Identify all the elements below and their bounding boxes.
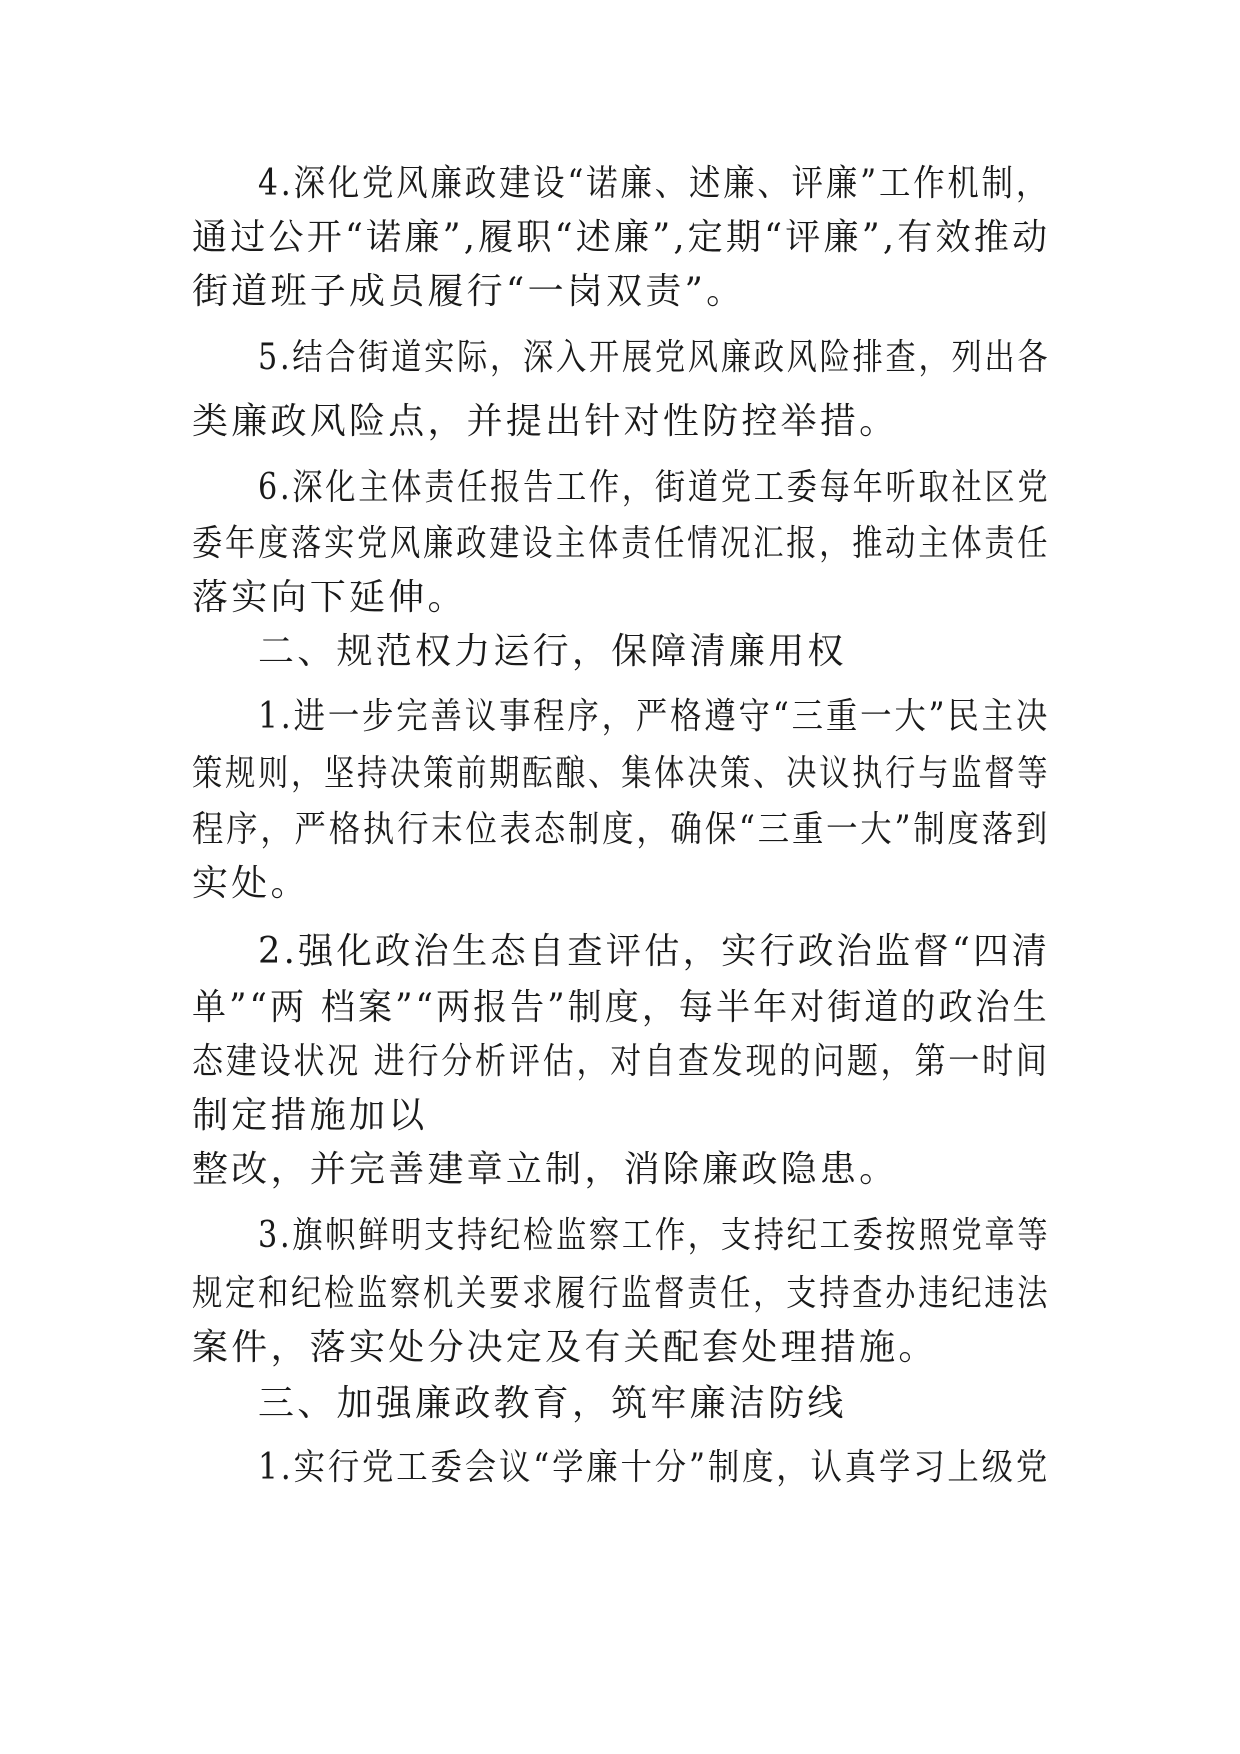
section-2-item-2-line-3: 态建设状况 进行分析评估，对自查发现的问题，第一时间 [192,1041,1050,1082]
section-2-item-2-line-1: 2.强化政治生态自查评估，实行政治监督“四清 [258,931,1051,972]
paragraph-6-line-1: 6.深化主体责任报告工作，街道党工委每年听取社区党 [258,467,1051,508]
paragraph-4-line-3: 街道班子成员履行“一岗双责”。 [192,271,746,312]
section-3-item-1-line-1: 1.实行党工委会议“学廉十分”制度，认真学习上级党 [258,1447,1051,1488]
paragraph-6-line-2: 委年度落实党风廉政建设主体责任情况汇报，推动主体责任 [192,523,1051,564]
section-2-item-2-line-4: 制定措施加以 [192,1095,428,1136]
paragraph-4-line-1: 4.深化党风廉政建设“诺廉、述廉、评廉”工作机制， [258,163,1051,204]
paragraph-4-line-2: 通过公开“诺廉”,履职“述廉”,定期“评廉”,有效推动 [192,217,1051,258]
section-2-item-3-line-1: 3.旗帜鲜明支持纪检监察工作，支持纪工委按照党章等 [258,1215,1051,1256]
section-2-item-2-line-5: 整改，并完善建章立制，消除廉政隐患。 [192,1149,899,1190]
section-2-item-3-line-2: 规定和纪检监察机关要求履行监督责任，支持查办违纪违法 [192,1273,1051,1314]
section-2-item-1-line-2: 策规则，坚持决策前期酝酿、集体决策、决议执行与监督等 [192,753,1051,794]
section-2-item-1-line-3: 程序，严格执行末位表态制度，确保“三重一大”制度落到 [192,809,1051,850]
section-heading-3: 三、加强廉政教育，筑牢廉洁防线 [258,1383,847,1424]
section-2-item-1-line-1: 1.进一步完善议事程序，严格遵守“三重一大”民主决 [258,696,1051,737]
section-2-item-1-line-4: 实处。 [192,863,310,904]
section-2-item-2-line-2: 单”“两 档案”“两报告”制度，每半年对街道的政治生 [192,987,1050,1028]
section-2-item-3-line-3: 案件，落实处分决定及有关配套处理措施。 [192,1327,938,1368]
paragraph-6-line-3: 落实向下延伸。 [192,577,467,618]
paragraph-5-line-1: 5.结合街道实际，深入开展党风廉政风险排查，列出各 [258,337,1051,378]
paragraph-5-line-2: 类廉政风险点，并提出针对性防控举措。 [192,401,899,442]
section-heading-2: 二、规范权力运行，保障清廉用权 [258,631,847,672]
